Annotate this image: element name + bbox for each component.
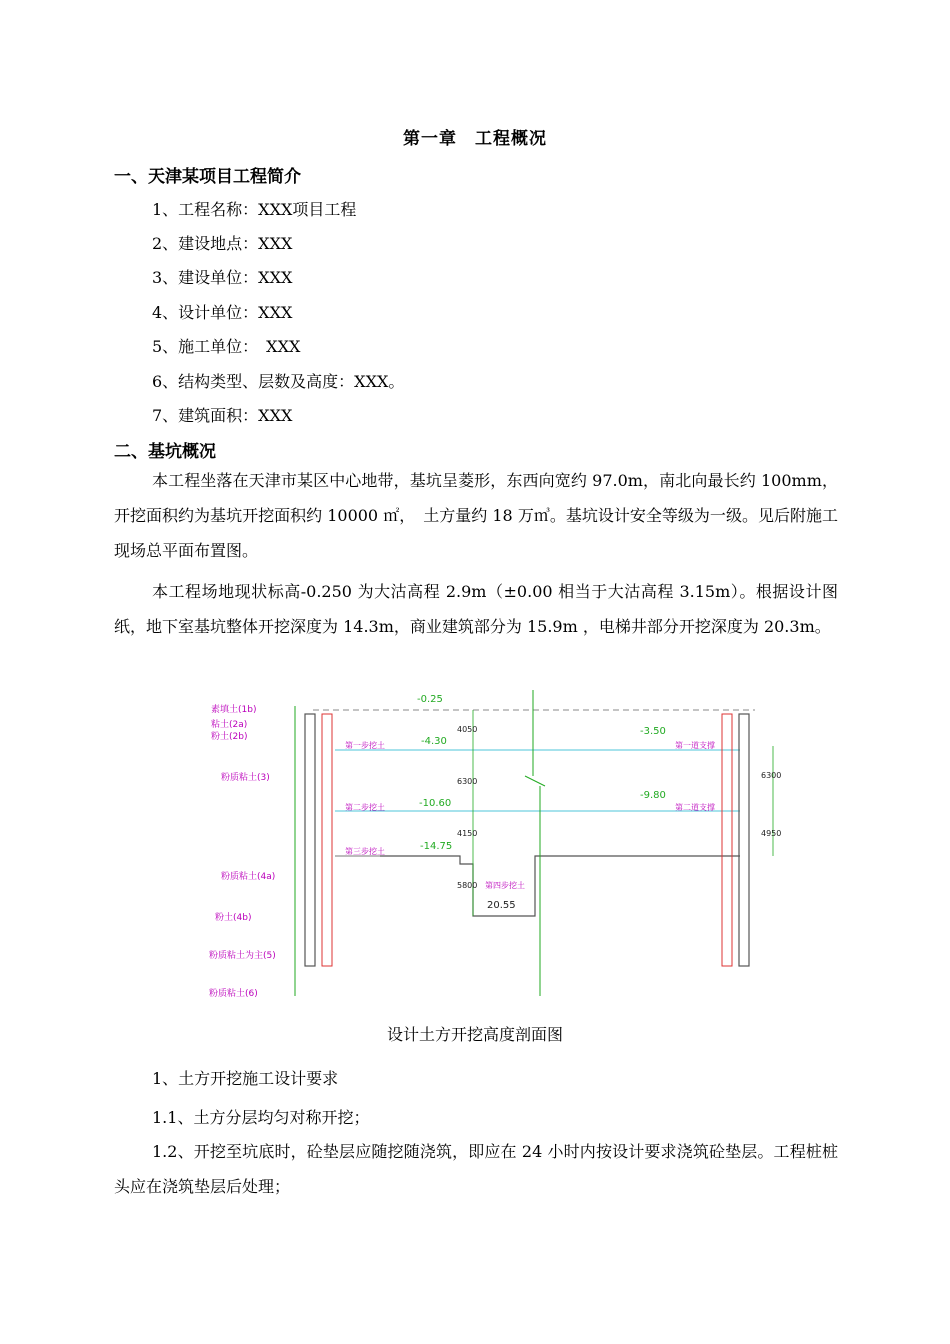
list-item: 1.1、土方分层均匀对称开挖；	[152, 1108, 370, 1127]
step-label: 第四步挖土	[485, 881, 525, 890]
paragraph: 本工程坐落在天津市某区中心地带，基坑呈菱形，东西向宽约 97.0m，南北向最长约 100mm，开挖面积约为基坑开挖面积约 10000 ㎡， 土方量约 18 万㎥。基坑设计安全等级为一级。见后附施工现场总平面布置图。	[114, 471, 838, 560]
section-heading-pit: 二、基坑概况	[114, 442, 216, 462]
soil-label: 粉土(4b)	[215, 913, 252, 923]
soil-label: 粉质粘土(6)	[209, 989, 258, 999]
list-item: 6、结构类型、层数及高度：XXX。	[152, 372, 405, 391]
elevation-label: -4.30	[421, 736, 447, 747]
list-item: 4、设计单位：XXX	[152, 303, 293, 322]
dimension-label: 6300	[457, 777, 478, 786]
soil-label: 粉质粘土(3)	[221, 773, 270, 783]
subsection-heading: 1、土方开挖施工设计要求	[152, 1069, 339, 1088]
dimension-label: 6300	[761, 771, 782, 780]
elevation-label: -14.75	[420, 841, 453, 852]
list-item: 7、建筑面积：XXX	[152, 406, 293, 425]
list-item: 3、建设单位：XXX	[152, 268, 293, 287]
figure-caption: 设计土方开挖高度剖面图	[386, 1025, 563, 1044]
elevation-label: 20.55	[487, 900, 516, 911]
soil-label: 素填土(1b)	[211, 705, 257, 715]
soil-label: 粉土(2b)	[211, 732, 248, 742]
soil-label: 粉质粘土(4a)	[221, 872, 276, 882]
dimension-label: 4050	[457, 725, 478, 734]
support-label: 第二道支撑	[675, 803, 715, 812]
list-item: 1、工程名称：XXX项目工程	[152, 200, 357, 219]
section-drawing	[195, 686, 782, 1004]
elevation-label: -0.25	[417, 694, 443, 705]
list-item: 2、建设地点：XXX	[152, 234, 293, 253]
support-label: 第一道支撑	[675, 741, 715, 750]
list-item: 5、施工单位： XXX	[152, 337, 301, 356]
elevation-label: -10.60	[419, 798, 452, 809]
step-label: 第一步挖土	[345, 741, 385, 750]
section-drawing-svg	[195, 686, 782, 1004]
dimension-label: 5800	[457, 881, 478, 890]
chapter-title: 第一章 工程概况	[403, 129, 547, 149]
paragraph: 1.2、开挖至坑底时，砼垫层应随挖随浇筑，即应在 24 小时内按设计要求浇筑砼垫层。工程桩桩头应在浇筑垫层后处理；	[114, 1142, 838, 1196]
section-heading-overview: 一、天津某项目工程简介	[114, 167, 301, 187]
dimension-label: 4950	[761, 829, 782, 838]
elevation-label: -9.80	[640, 790, 666, 801]
step-label: 第二步挖土	[345, 803, 385, 812]
paragraph: 本工程场地现状标高-0.250 为大沽高程 2.9m（±0.00 相当于大沽高程 3.15m）。根据设计图纸，地下室基坑整体开挖深度为 14.3m，商业建筑部分为 15.9m ，电梯井部分开挖深度为 20.3m。	[114, 582, 838, 636]
elevation-label: -3.50	[640, 726, 666, 737]
soil-label: 粘土(2a)	[211, 720, 248, 730]
dimension-label: 4150	[457, 829, 478, 838]
step-label: 第三步挖土	[345, 847, 385, 856]
soil-label: 粉质粘土为主(5)	[209, 951, 276, 961]
